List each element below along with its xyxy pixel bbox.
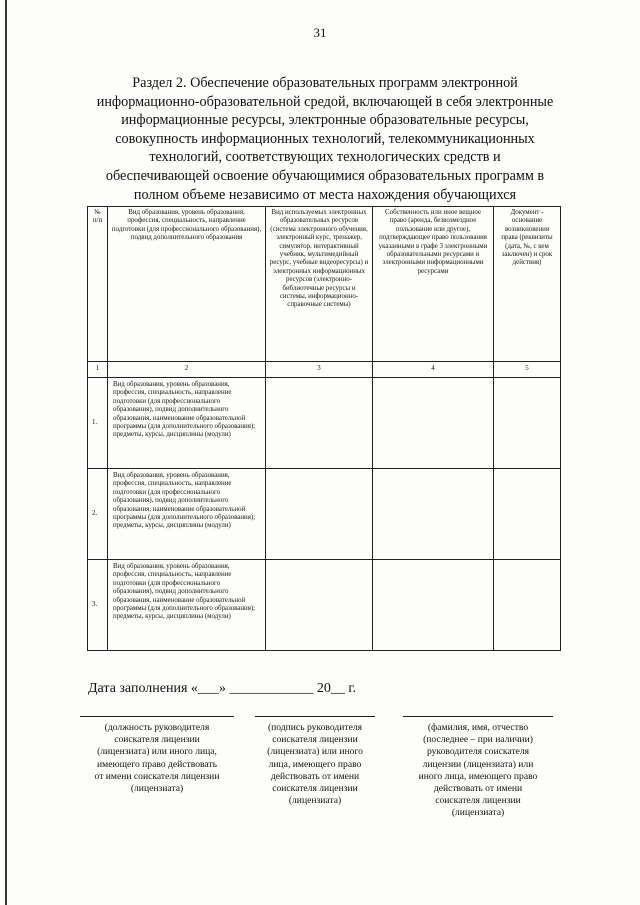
row-description: Вид образования, уровень образования, профессия, специальность, направление подготовки (для профессионального образования), подвид дополнительного образования, наименование образовательной программы (для дополнительного образования); предметы, курсы, дисциплины (модули)	[108, 378, 266, 469]
signature-caption-line: лицензии (лицензиата) или	[422, 758, 534, 770]
signature-caption-line: (лицензиата)	[130, 783, 184, 795]
empty-cell	[373, 469, 494, 560]
row-number: 3.	[88, 560, 108, 651]
empty-cell	[373, 378, 494, 469]
signature-caption-line: руководителя соискателя	[426, 746, 530, 758]
empty-cell	[266, 469, 373, 560]
column-number: 5	[494, 362, 561, 378]
row-number: 2.	[88, 469, 108, 560]
fill-date-line: Дата заполнения «___» ____________ 20__ г.	[88, 681, 357, 696]
signature-block-position	[80, 716, 234, 795]
signature-caption-line: (должность руководителя	[104, 722, 210, 733]
empty-cell	[266, 560, 373, 651]
header-cell-number: № п/п	[88, 207, 108, 362]
table-header-row	[88, 207, 561, 362]
empty-cell	[266, 378, 373, 469]
column-number-row	[88, 362, 561, 378]
section-title	[70, 74, 580, 204]
row-number: 1.	[88, 378, 108, 469]
signature-underline	[403, 716, 553, 717]
signature-caption-line: соискателя лицензии	[435, 795, 521, 807]
title-line: информационные ресурсы, электронные образовательные ресурсы,	[121, 112, 529, 129]
empty-cell	[494, 560, 561, 651]
table-row	[88, 560, 561, 651]
signature-underline	[255, 716, 375, 717]
signature-caption-line: иного лица, имеющего право	[418, 770, 538, 782]
title-line: Раздел 2. Обеспечение образовательных программ электронной	[132, 75, 518, 91]
table-row	[88, 378, 561, 469]
signature-underline	[80, 716, 234, 717]
signature-block-name	[403, 716, 553, 820]
row-description: Вид образования, уровень образования, профессия, специальность, направление подготовки (для профессионального образования), подвид дополнительного образования, наименование образовательной программы (для дополнительного образования); предметы, курсы, дисциплины (модули)	[108, 469, 266, 560]
signature-caption-line: от имени соискателя лицензии	[94, 770, 220, 782]
signature-caption-line: (подпись руководителя	[267, 722, 363, 733]
header-cell-resource-type: Вид используемых электронных образовательных ресурсов (система электронного обучения, электронный курс, тренажер, симулятор, интерактивный учебник, мультимедийный ресурс, учебные видеоресурсы) и электронных информационных ресурсов (электронно-библиотечные ресурсы и системы, информационно-справочные системы)	[266, 207, 373, 362]
signature-caption-line: (лицензиата)	[451, 807, 505, 819]
column-number: 1	[88, 362, 108, 378]
signature-caption-line: лица, имеющего право	[268, 758, 362, 770]
table-row	[88, 469, 561, 560]
signature-caption-line: соискателя лицензии	[114, 734, 200, 746]
empty-cell	[373, 560, 494, 651]
column-number: 2	[108, 362, 266, 378]
signature-block-signature	[255, 716, 375, 807]
signature-caption-line: (последнее – при наличии)	[423, 734, 533, 746]
header-cell-document: Документ - основание возникновения права (реквизиты (дата, №, с кем заключен) и срок действия)	[494, 207, 561, 362]
title-line: информационно-образовательной средой, включающей в себя электронные	[96, 93, 554, 110]
signature-caption-line: действовать от имени	[433, 783, 523, 795]
signature-caption-line: имеющего право действовать	[97, 758, 217, 770]
column-number: 3	[266, 362, 373, 378]
signature-caption-line: (фамилия, имя, отчество	[427, 722, 529, 733]
signature-caption-line: действовать от имени	[270, 770, 360, 782]
row-description: Вид образования, уровень образования, профессия, специальность, направление подготовки (для профессионального образования), подвид дополнительного образования, наименование образовательной программы (для дополнительного образования); предметы, курсы, дисциплины (модули)	[108, 560, 266, 651]
signature-caption-line: (лицензиата) или иного	[267, 746, 363, 758]
signature-caption-line: соискателя лицензии	[272, 734, 358, 746]
title-line: совокупность информационных технологий, телекоммуникационных	[115, 130, 535, 147]
empty-cell	[494, 378, 561, 469]
header-cell-ownership: Собственность или иное вещное право (аренда, безвозмездное пользование или другое), подтверждающее право пользования указанными в графе 3 электронными образовательными ресурсами и электронными информационными ресурсами	[373, 207, 494, 362]
title-line: технологий, соответствующих технологических средств и	[149, 149, 501, 166]
signature-caption-line: (лицензиата)	[288, 795, 342, 807]
signature-caption-line: (лицензиата) или иного лица,	[97, 746, 217, 758]
page-number: 31	[313, 25, 327, 40]
header-cell-education-type: Вид образования, уровень образования, профессия, специальность, направление подготовки (для профессионального образования), подвид дополнительного образования	[108, 207, 266, 362]
empty-cell	[494, 469, 561, 560]
column-number: 4	[373, 362, 494, 378]
resources-table	[87, 206, 561, 651]
title-line: обеспечивающей освоение обучающимися образовательных программ в	[105, 167, 545, 184]
signature-caption-line: соискателя лицензии	[272, 783, 358, 795]
left-margin-line	[5, 0, 7, 905]
title-line: полном объеме независимо от места нахождения обучающихся	[133, 186, 517, 203]
